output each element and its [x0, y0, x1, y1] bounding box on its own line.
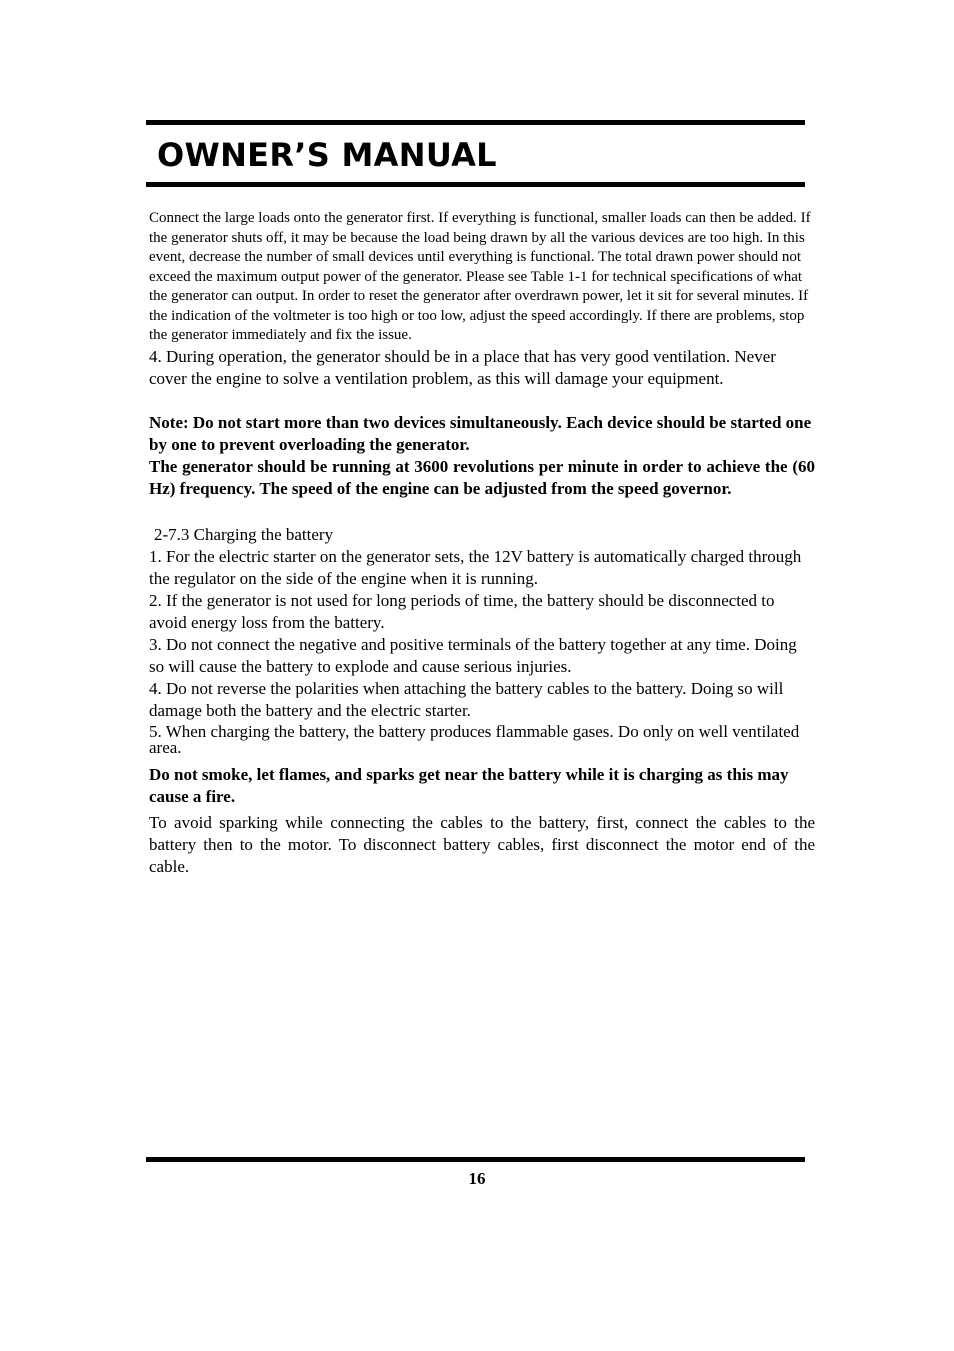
- section-heading: 2-7.3 Charging the battery: [154, 524, 334, 544]
- ventilation-item: 4. During operation, the generator should be in a place that has very good ventilation. Never cover the engine to solve a ventilation problem, as this will damage your equipment.: [149, 346, 776, 388]
- header-rule-bottom: [146, 182, 805, 187]
- battery-item-1: 1. For the electric starter on the generator sets, the 12V battery is automatically charged through the regulator on the side of the engine when it is running.: [149, 546, 802, 588]
- footer-rule: [146, 1157, 805, 1162]
- page-number: 16: [468, 1169, 486, 1188]
- page-body: [149, 209, 815, 878]
- page-title: OWNER’S MANUAL: [157, 136, 497, 174]
- spacer: [149, 500, 815, 522]
- battery-item-5: 5. When charging the battery, the battery produces flammable gases. Do only on well ventilated area.: [149, 721, 800, 757]
- battery-item-3: 3. Do not connect the negative and positive terminals of the battery together at any time. Doing so will cause the battery to explode and cause serious injuries.: [149, 634, 797, 676]
- overload-note: Note: Do not start more than two devices simultaneously. Each device should be started one by one to prevent overloading the generator.: [149, 412, 812, 454]
- speed-note: The generator should be running at 3600 revolutions per minute in order to achieve the (60 Hz) frequency. The speed of the engine can be adjusted from the speed governor.: [149, 456, 815, 498]
- battery-item-2: 2. If the generator is not used for long periods of time, the battery should be disconnected to avoid energy loss from the battery.: [149, 590, 775, 632]
- header-rule-top: [146, 120, 805, 125]
- battery-item-4: 4. Do not reverse the polarities when attaching the battery cables to the battery. Doing so will damage both the battery and the electric starter.: [149, 678, 784, 720]
- spacer: [149, 390, 815, 412]
- intro-paragraph: Connect the large loads onto the generator first. If everything is functional, smaller loads can then be added. If the generator shuts off, it may be because the load being drawn by all the various devices are too high. In this event, decrease the number of small devices until everything is functional. The total drawn power should not exceed the maximum output power of the generator. Please see Table 1-1 for technical specifications of what the generator can output. In order to reset the generator after overdrawn power, let it sit for several minutes. If the indication of the voltmeter is too high or too low, adjust the speed accordingly. If there are problems, stop the generator immediately and fix the issue.: [149, 210, 811, 343]
- fire-warning: Do not smoke, let flames, and sparks get near the battery while it is charging as this may cause a fire.: [149, 764, 789, 806]
- closing-paragraph: To avoid sparking while connecting the cables to the battery, first, connect the cables to the battery then to the motor. To disconnect battery cables, first disconnect the motor end of the cable.: [149, 812, 815, 876]
